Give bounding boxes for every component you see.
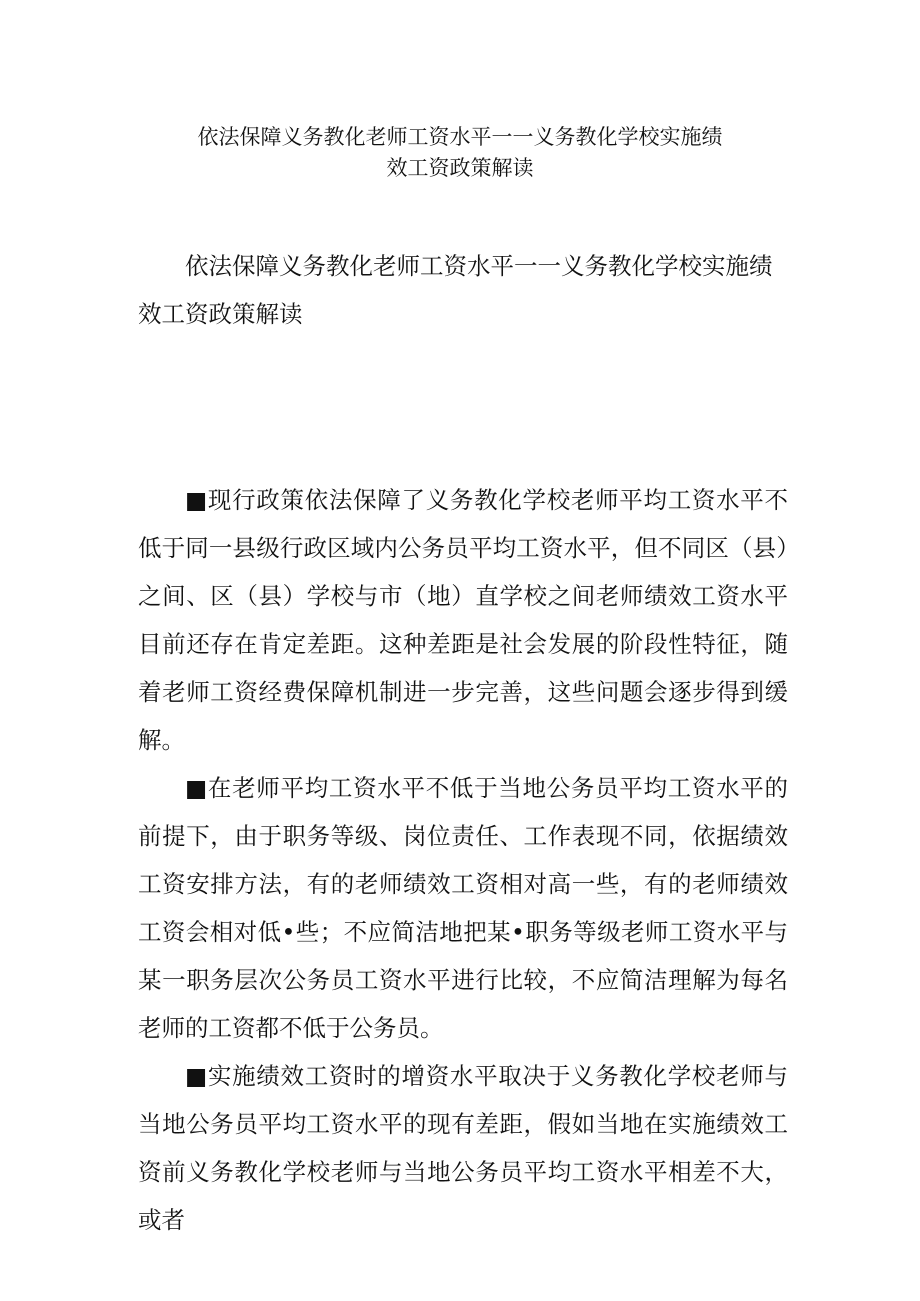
paragraph: ■实施绩效工资时的增资水平取决于义务教化学校老师与当地公务员平均工资水平的现有差距，假如当地在实施绩效工资前义务教化学校老师与当地公务员平均工资水平相差不大，或者	[138, 1062, 788, 1234]
paragraph: ■现行政策依法保障了义务教化学校老师平均工资水平不低于同一县级行政区域内公务员平均工资水平，但不同区（县）之间、区（县）学校与市（地）直学校之间老师绩效工资水平目前还存在肯定差距。这种差距是社会发展的阶段性特征，随着老师工资经费保障机制进一步完善，这些问题会逐步得到缓解。	[138, 486, 788, 754]
document-subtitle-line-1: 依法保障义务教化老师工资水平一一义务教化学校实施绩	[185, 252, 773, 280]
document-title	[140, 122, 780, 184]
document-body	[138, 476, 788, 1244]
document-title-line-1: 依法保障义务教化老师工资水平一一义务教化学校实施绩	[197, 125, 723, 149]
document-title-line-2: 效工资政策解读	[386, 156, 534, 180]
paragraph: ■在老师平均工资水平不低于当地公务员平均工资水平的前提下，由于职务等级、岗位责任、工作表现不同，依据绩效工资安排方法，有的老师绩效工资相对高一些，有的老师绩效工资会相对低•些；不应简洁地把某•职务等级老师工资水平与某一职务层次公务员工资水平进行比较，不应简洁理解为每名老师的工资都不低于公务员。	[138, 774, 788, 1042]
document-subtitle	[138, 242, 784, 338]
document-subtitle-line-2: 效工资政策解读	[138, 300, 303, 328]
